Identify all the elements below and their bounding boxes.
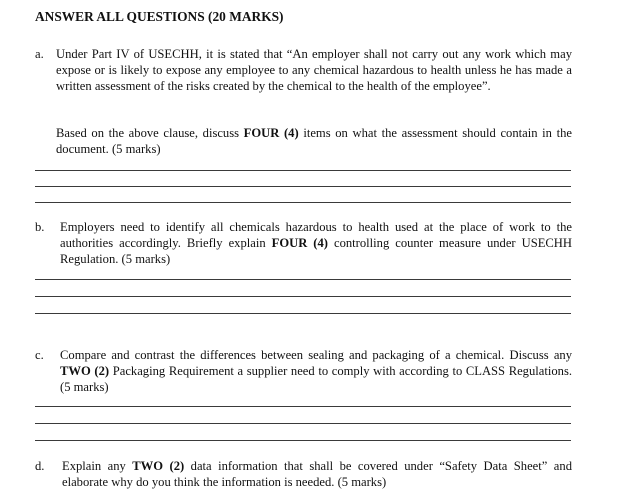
answer-line-b1 [35,279,571,280]
question-b-text-end: controlling counter measure under USECHH Regulation. (5 marks) [60,236,572,266]
answer-line-b3 [35,313,571,314]
question-b-text-start: Employers need to identify all chemicals hazardous to health used at the place of work to the authorities accordingly. Briefly explain [60,220,572,250]
question-a-prompt-start: Based on the above clause, discuss [56,126,244,140]
answer-line-b2 [35,296,571,297]
answer-line-c2 [35,423,571,424]
question-c-text-start: Compare and contrast the differences between sealing and packaging of a chemical. Discuss any [60,348,572,362]
answer-line-a1 [35,170,571,171]
question-d-text [62,458,572,490]
question-c-text [60,347,572,395]
question-d-text-end: data information that shall be covered under “Safety Data Sheet” and elaborate why do you think the information is needed. (5 marks) [62,459,572,489]
question-c-text-bold: TWO (2) [60,364,110,378]
answer-line-a2 [35,186,571,187]
question-b-label: b. [35,220,45,234]
question-d-text-bold: TWO (2) [132,459,185,473]
question-d-text-start: Explain any [62,459,133,473]
question-a-prompt-bold: FOUR (4) [243,126,299,140]
page-heading: ANSWER ALL QUESTIONS (20 MARKS) [35,9,284,24]
question-a-prompt [56,125,572,157]
question-c-label: c. [35,348,44,362]
answer-line-c3 [35,440,571,441]
question-a-label: a. [35,47,44,61]
answer-line-a3 [35,202,571,203]
question-a-text: Under Part IV of USECHH, it is stated that “An employer shall not carry out any work which may expose or is likely to expose any employee to any chemical hazardous to health unless he has made a written assessment of the risks created by the chemical to the health of the employee”. [56,47,572,93]
question-c-text-end: Packaging Requirement a supplier need to comply with according to CLASS Regulations. (5 marks) [60,364,573,394]
question-a-prompt-end: items on what the assessment should contain in the document. (5 marks) [56,126,572,156]
answer-line-c1 [35,406,571,407]
question-b-text-bold: FOUR (4) [271,236,328,250]
question-b-text [60,219,572,267]
question-d-label: d. [35,459,45,473]
